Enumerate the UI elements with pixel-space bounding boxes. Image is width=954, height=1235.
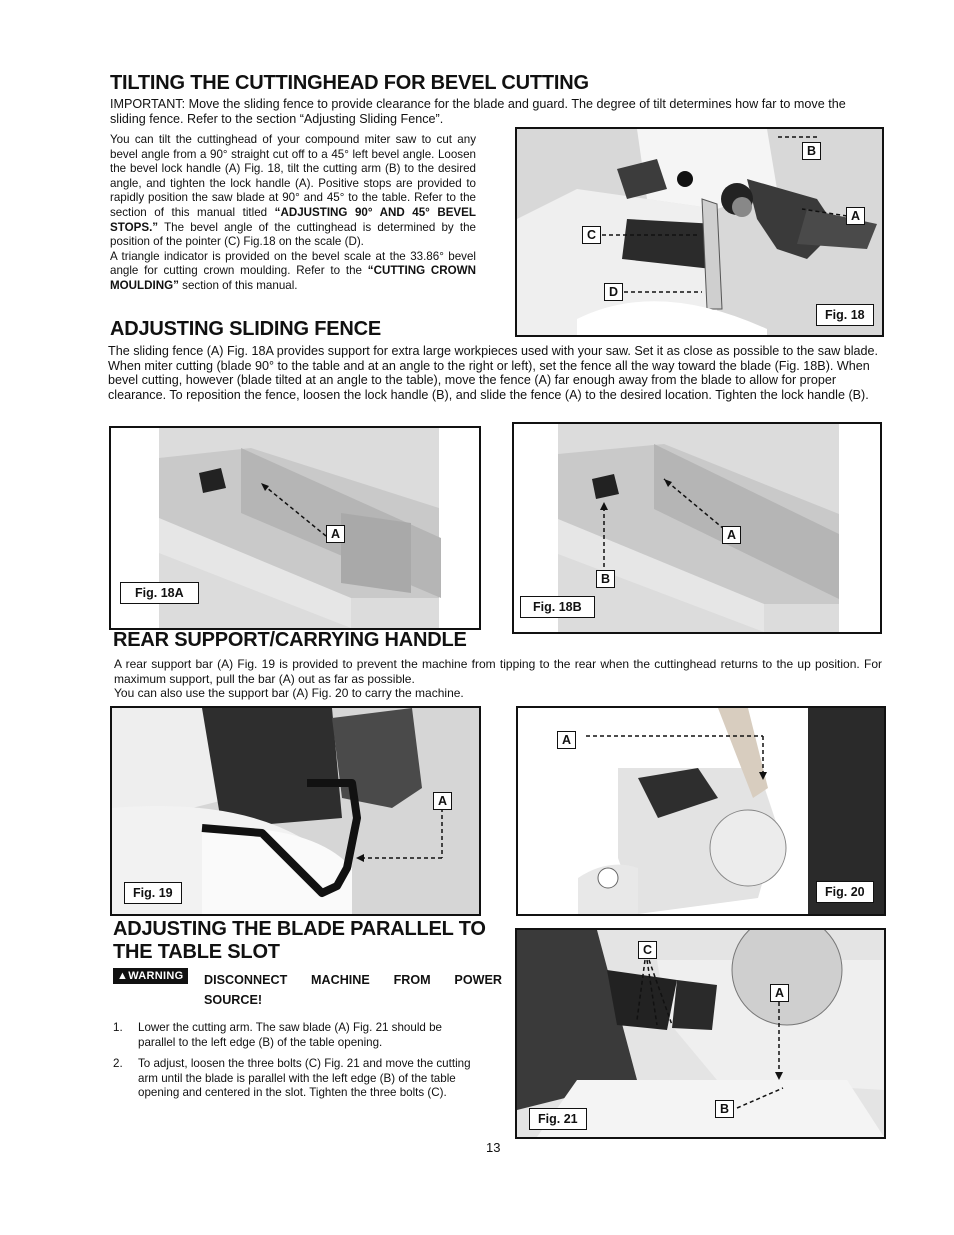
fig-18b-image — [512, 422, 882, 634]
fig18-tag-c: C — [582, 226, 601, 244]
warning-text: DISCONNECT MACHINE FROM POWER SOURCE! — [204, 973, 502, 1007]
fig-18-image — [515, 127, 884, 337]
fig19-label: Fig. 19 — [124, 882, 182, 904]
fig18a-tag-a: A — [326, 525, 345, 543]
page-number: 13 — [486, 1140, 501, 1155]
rear-support-body-1: A rear support bar (A) Fig. 19 is provided to prevent the machine from tipping to the rear when the cuttinghead returns to the up position. For maximum support, pull the bar (A) out as far as possible. — [114, 657, 882, 686]
step-1-num: 1. — [113, 1021, 123, 1034]
step-2-text: To adjust, loosen the three bolts (C) Fig. 21 and move the cutting arm until the blade is parallel with the left edge (B) of the table opening and centered in the slot. Tighten the three bolts (C). — [138, 1057, 471, 1100]
section-heading-rear-support: REAR SUPPORT/CARRYING HANDLE — [113, 629, 467, 651]
step-1 — [113, 1021, 479, 1050]
step-2 — [113, 1057, 479, 1101]
bevel-body-a-bold: “ADJUSTING 90° AND 45° BEVEL STOPS.” — [110, 205, 476, 234]
fig19-tag-a: A — [433, 792, 452, 810]
fig20-label: Fig. 20 — [816, 881, 874, 903]
fig18b-tag-b: B — [596, 570, 615, 588]
fig-18a-image — [109, 426, 481, 630]
fig18b-label: Fig. 18B — [520, 596, 595, 618]
bevel-body-text — [110, 133, 476, 294]
step-2-num: 2. — [113, 1057, 123, 1071]
fig-19-image — [110, 706, 481, 916]
warning-badge-text: WARNING — [128, 970, 184, 982]
section-heading-bevel: TILTING THE CUTTINGHEAD FOR BEVEL CUTTING — [110, 72, 589, 94]
fig18b-tag-a: A — [722, 526, 741, 544]
fig18-tag-a: A — [846, 207, 865, 225]
bevel-body-b: A triangle indicator is provided on the bevel scale at the 33.86° bevel angle for cutting crown moulding. Refer to the — [110, 249, 476, 278]
rear-support-body-2: You can also use the support bar (A) Fig. 20 to carry the machine. — [114, 686, 464, 701]
fig18a-label: Fig. 18A — [120, 582, 199, 604]
fence-body-text: The sliding fence (A) Fig. 18A provides support for extra large workpieces used with your saw. Set it as close as possible to the saw blade. When miter cutting (blade 90° to the table and at an angle to the right or left), set the fence all the way toward the blade (Fig. 18B). When bevel cutting, however (blade tilted at an angle to the table), move the fence (A) far enough away from the blade to allow for proper clearance. To reposition the fence, loosen the lock handle (B), and slide the fence (A) to the desired location. Tighten the lock handle (B). — [108, 344, 879, 402]
fig-20-image — [516, 706, 886, 916]
blade-parallel-heading-line1: ADJUSTING THE BLADE PARALLEL TO — [113, 918, 486, 940]
blade-parallel-heading-line2: THE TABLE SLOT — [113, 941, 280, 963]
section-heading-blade-parallel — [113, 918, 486, 964]
bevel-body-b-bold: “CUTTING CROWN MOULDING” — [110, 264, 476, 292]
blade-parallel-steps — [113, 1021, 479, 1101]
rear-support-body — [114, 657, 882, 701]
bevel-body-a: You can tilt the cuttinghead of your compound miter saw to cut any bevel angle from a 90° straight cut off to a 45° left bevel angle. Loosen the bevel lock handle (A) Fig. 18, tilt the cutting arm (B) to the desired angle, and tighten the lock handle (A). Positive stops are provided to rapidly position the saw blade at 90° and 45° to the table. Refer to the section of this manual titled — [110, 133, 476, 219]
fig21-tag-b: B — [715, 1100, 734, 1118]
section-heading-fence: ADJUSTING SLIDING FENCE — [110, 318, 381, 340]
fig18-label: Fig. 18 — [816, 304, 874, 326]
important-note: IMPORTANT: Move the sliding fence to provide clearance for the blade and guard. The degree of tilt determines how far to move the sliding fence. Refer to the section “Adjusting Sliding Fence”. — [110, 97, 846, 126]
fig21-tag-a: A — [770, 984, 789, 1002]
fig21-label: Fig. 21 — [529, 1108, 587, 1130]
fig18-tag-d: D — [604, 283, 623, 301]
warning-triangle-icon: ▲ — [117, 970, 129, 982]
fig18-tag-b: B — [802, 142, 821, 160]
bevel-body-b-end: section of this manual. — [182, 278, 298, 292]
fig21-tag-c: C — [638, 941, 657, 959]
step-1-text: Lower the cutting arm. The saw blade (A) Fig. 21 should be parallel to the left edge (B) of the table opening. — [138, 1021, 442, 1049]
warning-badge — [113, 966, 188, 984]
fig-21-image — [515, 928, 886, 1139]
fig20-tag-a: A — [557, 731, 576, 749]
bevel-body-a-end: The bevel angle of the cuttinghead is determined by the position of the pointer (C) Fig.18 on the scale (D). — [110, 220, 476, 249]
